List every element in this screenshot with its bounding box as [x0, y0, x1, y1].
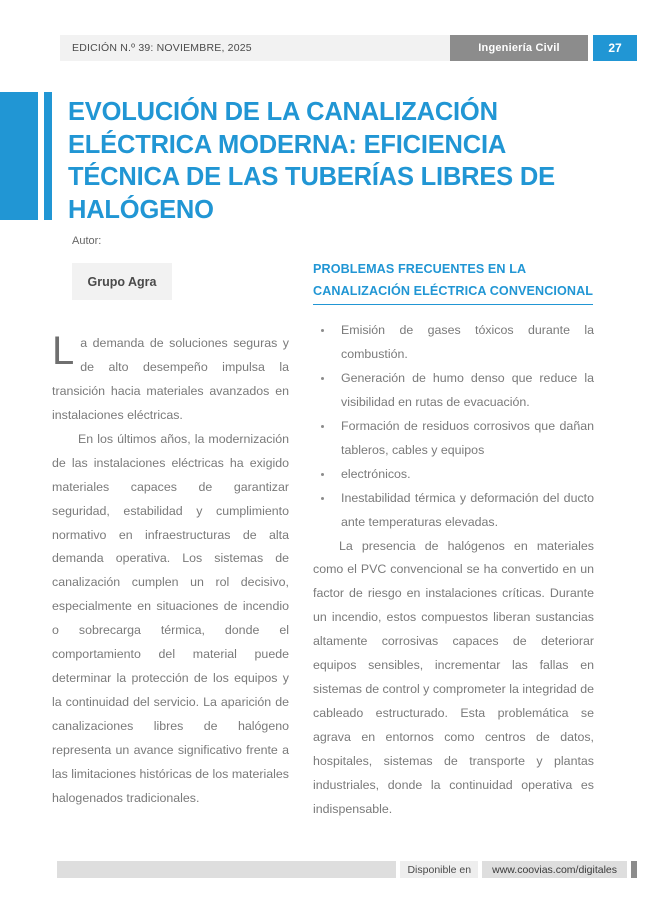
author-name: Grupo Agra	[72, 263, 172, 300]
page-footer	[57, 861, 637, 878]
section-heading-line-2: CANALIZACIÓN ELÉCTRICA CONVENCIONAL	[313, 280, 593, 305]
footer-filler-bar	[57, 861, 396, 878]
list-item: Inestabilidad térmica y deformación del ducto ante temperaturas elevadas.	[313, 487, 594, 535]
list-item: Generación de humo denso que reduce la visibilidad en rutas de evacuación.	[313, 367, 594, 415]
edition-label: EDICIÓN N.º 39: NOVIEMBRE, 2025	[60, 35, 450, 61]
title-accent-bar	[44, 92, 52, 220]
footer-end-marker	[631, 861, 637, 878]
section-heading	[313, 258, 594, 305]
title-accent-block	[0, 92, 38, 220]
list-item: Emisión de gases tóxicos durante la combustión.	[313, 319, 594, 367]
problems-list	[313, 319, 594, 534]
footer-available-label: Disponible en	[400, 861, 478, 878]
left-column	[52, 329, 289, 811]
author-label: Autor:	[72, 235, 102, 247]
section-heading-line-1: PROBLEMAS FRECUENTES EN LA	[313, 262, 527, 276]
left-paragraph-1-text: a demanda de soluciones seguras y de alto desempeño impulsa la transición hacia materiales avanzados en instalaciones eléctricas.	[52, 336, 289, 422]
right-paragraph: La presencia de halógenos en materiales como el PVC convencional se ha convertido en un factor de riesgo en instalaciones críticas. Durante un incendio, estos compuestos liberan sustancias altamente corrosivas capaces de deteriorar equipos sensibles, incrementar las fallas en sistemas de control y comprometer la integridad de cableado estructurado. Esta problemática se agrava en entornos como centros de datos, hospitales, sistemas de transporte y plantas industriales, donde la continuidad operativa es indispensable.	[313, 538, 594, 816]
page-number-badge: 27	[593, 35, 637, 61]
page-header	[60, 35, 637, 61]
left-paragraph-2: En los últimos años, la modernización de las instalaciones eléctricas ha exigido materiales capaces de garantizar seguridad, estabilidad y cumplimiento normativo en infraestructuras de alta demanda operativa. Los sistemas de canalización cumplen un rol decisivo, especialmente en situaciones de incendio o sobrecarga térmica, donde el comportamiento del material puede determinar la protección de los equipos y la continuidad del servicio. La aparición de canalizaciones libres de halógeno representa un avance significativo frente a las limitaciones históricas de los materiales halogenados tradicionales.	[52, 431, 289, 805]
list-item: Formación de residuos corrosivos que dañan tableros, cables y equipos	[313, 415, 594, 463]
right-column	[313, 258, 594, 822]
left-paragraph-1	[52, 329, 289, 428]
list-item: electrónicos.	[313, 463, 594, 487]
page-title: EVOLUCIÓN DE LA CANALIZACIÓN ELÉCTRICA MODERNA: EFICIENCIA TÉCNICA DE LAS TUBERÍAS LIBRES DE HALÓGENO	[68, 98, 555, 224]
section-badge: Ingeniería Civil	[450, 35, 588, 61]
drop-cap: L	[52, 329, 75, 373]
footer-url[interactable]: www.coovias.com/digitales	[482, 861, 627, 878]
